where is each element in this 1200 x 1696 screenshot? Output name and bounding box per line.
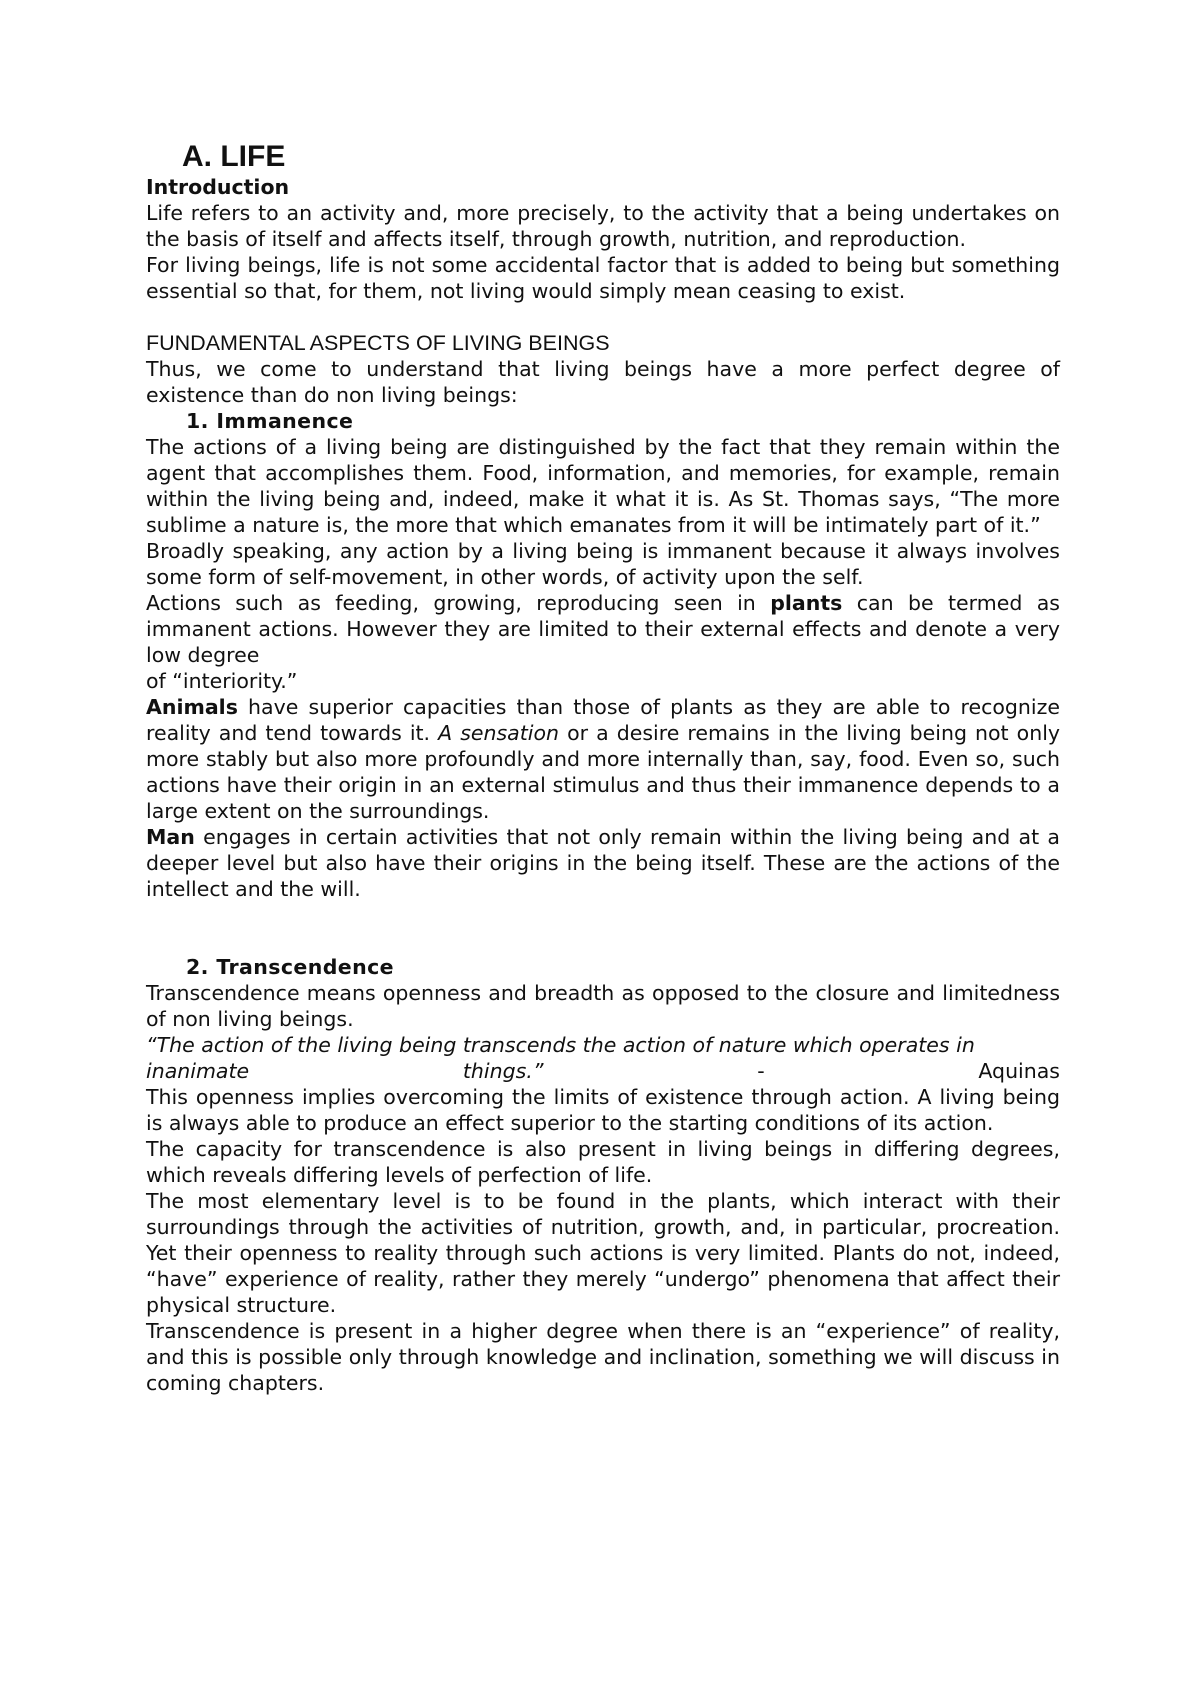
immanence-paragraph-3 [146, 590, 1060, 668]
intro-paragraph-2: For living beings, life is not some accidental factor that is added to being but something essential so that, for them, not living would simply mean ceasing to exist. [146, 253, 1060, 303]
text-run: or a desire remains in the living being not only more stably but also more profoundly and more internally than, say, food. Even so, such actions have their origin in an external stimulus and thus their immanence depends to a large extent on the surroundings. [146, 721, 1061, 823]
immanence-paragraph-1: The actions of a living being are distinguished by the fact that they remain within the agent that accomplishes them. Food, information, and memories, for example, remain within the living being and, indeed, make it what it is. As St. Thomas says, “The more sublime a nature is, the more that which emanates from it will be intimately part of it.” [146, 435, 1060, 537]
bold-term-man: Man [146, 825, 195, 849]
bold-term-plants: plants [770, 591, 843, 615]
text-run: engages in certain activities that not only remain within the living being and at a deeper level but also have their origins in the being itself. These are the actions of the intellect and the will. [146, 825, 1060, 901]
text-run: Actions such as feeding, growing, reproducing seen in [146, 591, 771, 615]
transcendence-paragraph-5: Transcendence is present in a higher degree when there is an “experience” of reality, and this is possible only through knowledge and inclination, something we will discuss in coming chapters. [146, 1319, 1060, 1395]
transcendence-heading: 2. Transcendence [186, 955, 394, 979]
fundamentals-heading: FUNDAMENTAL ASPECTS OF LIVING BEINGS [146, 331, 610, 355]
document-page [146, 140, 1060, 1396]
immanence-paragraph-5 [146, 824, 1060, 902]
document-title: A. LIFE [182, 140, 286, 173]
immanence-paragraph-2: Broadly speaking, any action by a living being is immanent because it always involves some form of self-movement, in other words, of activity upon the self. [146, 539, 1060, 589]
intro-paragraph-1: Life refers to an activity and, more precisely, to the activity that a being undertakes on the basis of itself and affects itself, through growth, nutrition, and reproduction. [146, 201, 1060, 251]
quote-dash: - [757, 1059, 765, 1083]
transcendence-paragraph-3: The capacity for transcendence is also present in living beings in differing degrees, which reveals differing levels of perfection of life. [146, 1137, 1060, 1187]
italic-term-sensation: A sensation [438, 721, 560, 745]
text-run: have superior capacities than those of plants as they are able to recognize reality and tend towards it. [146, 695, 1060, 745]
quote-word: things.” [462, 1059, 544, 1083]
bold-term-animals: Animals [146, 695, 238, 719]
transcendence-paragraph-2: This openness implies overcoming the limits of existence through action. A living being is always able to produce an effect superior to the starting conditions of its action. [146, 1085, 1060, 1135]
quote-word: inanimate [146, 1059, 250, 1083]
spacer [146, 902, 1060, 954]
spacer [146, 304, 1060, 330]
intro-heading: Introduction [146, 175, 290, 199]
immanence-paragraph-3-end: of “interiority.” [146, 669, 298, 693]
transcendence-paragraph-4: The most elementary level is to be found in the plants, which interact with their surroundings through the activities of nutrition, growth, and, in particular, procreation. Yet their openness to reality through such actions is very limited. Plants do not, indeed, “have” experience of reality, rather they merely “undergo” phenomena that affect their physical structure. [146, 1189, 1060, 1317]
quote-attribution: Aquinas [978, 1059, 1060, 1083]
text-run: can be termed as immanent actions. However they are limited to their external effects and denote a very low degree [146, 591, 1060, 667]
fundamentals-intro: Thus, we come to understand that living beings have a more perfect degree of existence than do non living beings: [146, 357, 1060, 407]
immanence-paragraph-4 [146, 694, 1060, 824]
aquinas-quote-line-2 [146, 1058, 1060, 1084]
immanence-heading: 1. Immanence [186, 409, 354, 433]
transcendence-paragraph-1: Transcendence means openness and breadth as opposed to the closure and limitedness of non living beings. [146, 981, 1060, 1031]
aquinas-quote-line-1: “The action of the living being transcends the action of nature which operates in [146, 1033, 975, 1057]
